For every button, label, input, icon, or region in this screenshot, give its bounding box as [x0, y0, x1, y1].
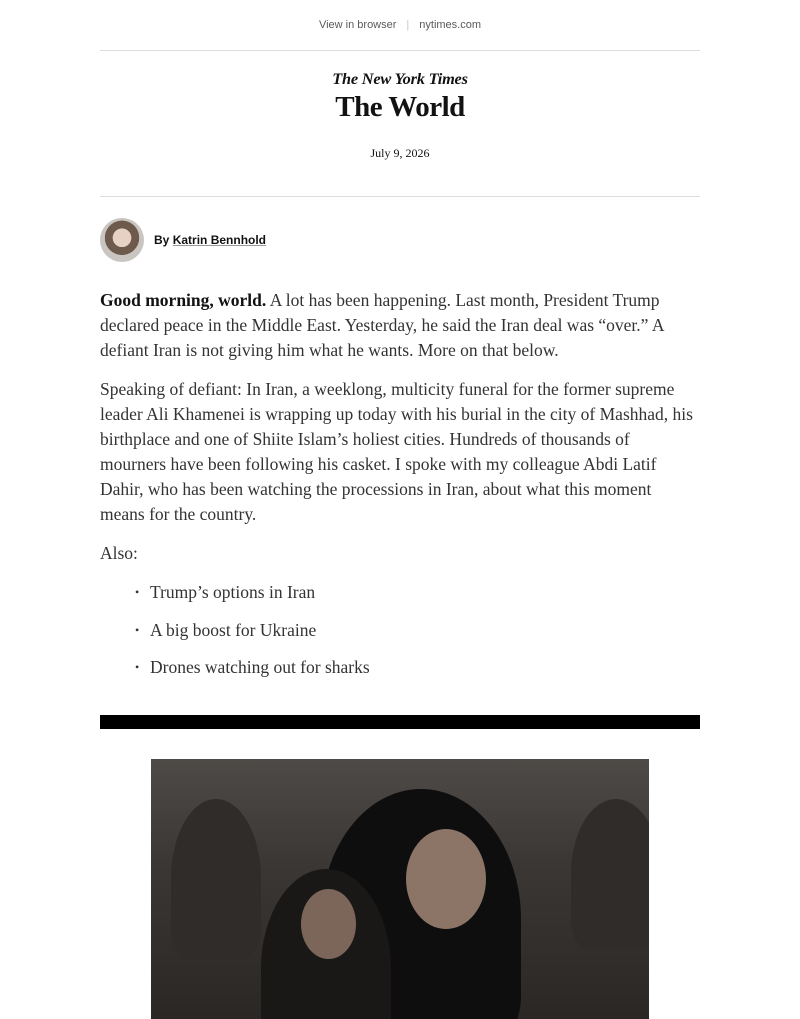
list-item: • A big boost for Ukraine: [138, 618, 700, 643]
newsletter-date: July 9, 2026: [370, 146, 430, 160]
lead-text: A lot has been happening. Last month, President Trump declared peace in the Middle East. Yesterday, he said the Iran deal was “over.” A defiant Iran is not giving him what he wants. More on that below.: [100, 290, 664, 360]
nytimes-link[interactable]: nytimes.com: [419, 19, 482, 31]
byline-text: [154, 233, 266, 247]
author-avatar: [100, 218, 144, 262]
second-paragraph: Speaking of defiant: In Iran, a weeklong, multicity funeral for the former supreme leader Ali Khamenei is wrapping up today with his burial in the city of Mashhad, his birthplace and one of Shiite Islam’s holiest cities. Hundreds of thousands of mourners have been following his casket. I spoke with my colleague Abdi Latif Dahir, who has been watching the processions in Iran, about what this moment means for the country.: [100, 379, 693, 524]
byline-prefix: By: [154, 233, 170, 247]
mourners-photo[interactable]: [151, 759, 649, 1019]
newsletter-title: The World: [335, 91, 465, 123]
section-bar: [100, 715, 700, 729]
list-item: • Trump’s options in Iran: [138, 580, 700, 605]
byline: [100, 197, 700, 276]
nyt-logo[interactable]: The New York Times: [332, 71, 468, 88]
author-link[interactable]: Katrin Bennhold: [172, 233, 267, 247]
newsletter-container: [100, 50, 700, 1019]
lead-paragraph: [100, 288, 700, 363]
list-item: • Drones watching out for sharks: [138, 655, 700, 680]
masthead: [100, 51, 700, 196]
link-separator: |: [406, 19, 410, 31]
also-label: Also:: [100, 543, 138, 563]
top-links-bar: [0, 0, 800, 50]
view-in-browser-link[interactable]: View in browser: [318, 19, 397, 31]
topics-list: [100, 580, 700, 680]
greeting: Good morning, world.: [100, 290, 267, 310]
